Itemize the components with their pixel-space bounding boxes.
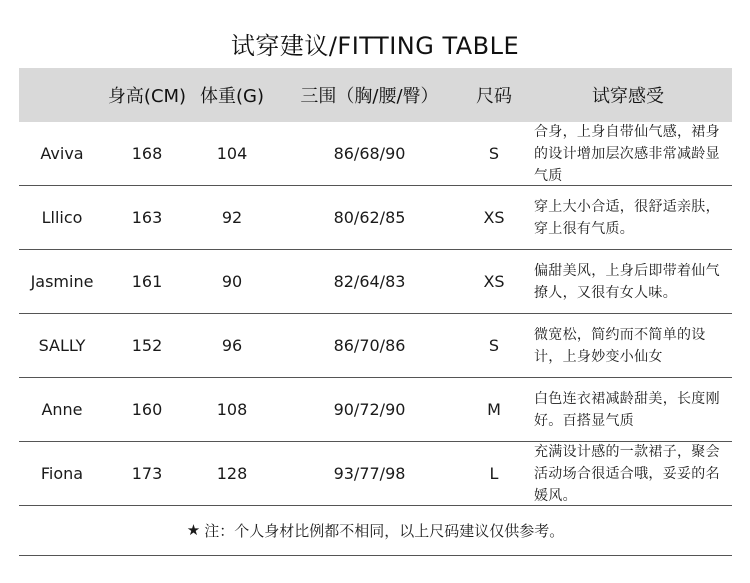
table-row — [19, 186, 732, 250]
cell-weight: 90 — [221, 272, 243, 291]
cell-name: Aviva — [40, 144, 84, 163]
cell-weight: 104 — [216, 144, 248, 163]
header-size: 尺码 — [476, 86, 512, 107]
star-icon: ★ — [186, 521, 201, 539]
header-height: 身高(CM) — [107, 86, 187, 107]
cell-size: S — [488, 144, 500, 163]
footnote — [19, 505, 732, 556]
cell-measurements: 82/64/83 — [333, 272, 406, 291]
cell-measurements: 86/68/90 — [333, 144, 406, 163]
cell-size: S — [488, 336, 500, 355]
cell-measurements: 86/70/86 — [333, 336, 406, 355]
cell-name: Lllico — [41, 208, 83, 227]
cell-name: Jasmine — [30, 272, 94, 291]
cell-measurements: 90/72/90 — [333, 400, 406, 419]
header-measurements: 三围（胸/腰/臀） — [300, 86, 439, 107]
cell-feedback: 微宽松，简约而不简单的设计，上身妙变小仙女 — [534, 326, 706, 365]
cell-feedback: 穿上大小合适，很舒适亲肤，穿上很有气质。 — [534, 198, 720, 237]
cell-size: M — [487, 400, 501, 419]
cell-name: SALLY — [38, 336, 86, 355]
table-row — [19, 314, 732, 378]
cell-height: 173 — [131, 464, 163, 483]
cell-measurements: 80/62/85 — [333, 208, 406, 227]
cell-weight: 108 — [216, 400, 248, 419]
table-row — [19, 442, 732, 506]
cell-name: Fiona — [40, 464, 84, 483]
cell-feedback: 合身，上身自带仙气感，裙身的设计增加层次感非常减龄显气质 — [534, 123, 720, 184]
cell-name: Anne — [41, 400, 83, 419]
cell-weight: 92 — [221, 208, 243, 227]
cell-size: L — [489, 464, 499, 483]
cell-feedback: 充满设计感的一款裙子，聚会活动场合很适合哦，妥妥的名媛风。 — [534, 443, 720, 504]
table-body — [19, 122, 732, 506]
cell-feedback: 偏甜美风，上身后即带着仙气撩人，又很有女人味。 — [534, 262, 720, 301]
cell-height: 161 — [131, 272, 163, 291]
cell-height: 163 — [131, 208, 163, 227]
cell-height: 168 — [131, 144, 163, 163]
header-weight: 体重(G) — [200, 86, 264, 107]
page-title: 试穿建议/FITTING TABLE — [230, 32, 520, 60]
fitting-table — [19, 68, 732, 506]
table-row — [19, 378, 732, 442]
table-row — [19, 122, 732, 186]
cell-height: 160 — [131, 400, 163, 419]
cell-weight: 128 — [216, 464, 248, 483]
cell-size: XS — [483, 272, 505, 291]
cell-weight: 96 — [221, 336, 243, 355]
header-feedback: 试穿感受 — [592, 86, 664, 107]
cell-feedback: 白色连衣裙减龄甜美，长度刚好。百搭显气质 — [534, 390, 720, 429]
footnote-text: 注：个人身材比例都不相同，以上尺码建议仅供参考。 — [204, 521, 565, 540]
table-header — [19, 68, 732, 122]
cell-height: 152 — [131, 336, 163, 355]
cell-measurements: 93/77/98 — [333, 464, 406, 483]
cell-size: XS — [483, 208, 505, 227]
table-row — [19, 250, 732, 314]
